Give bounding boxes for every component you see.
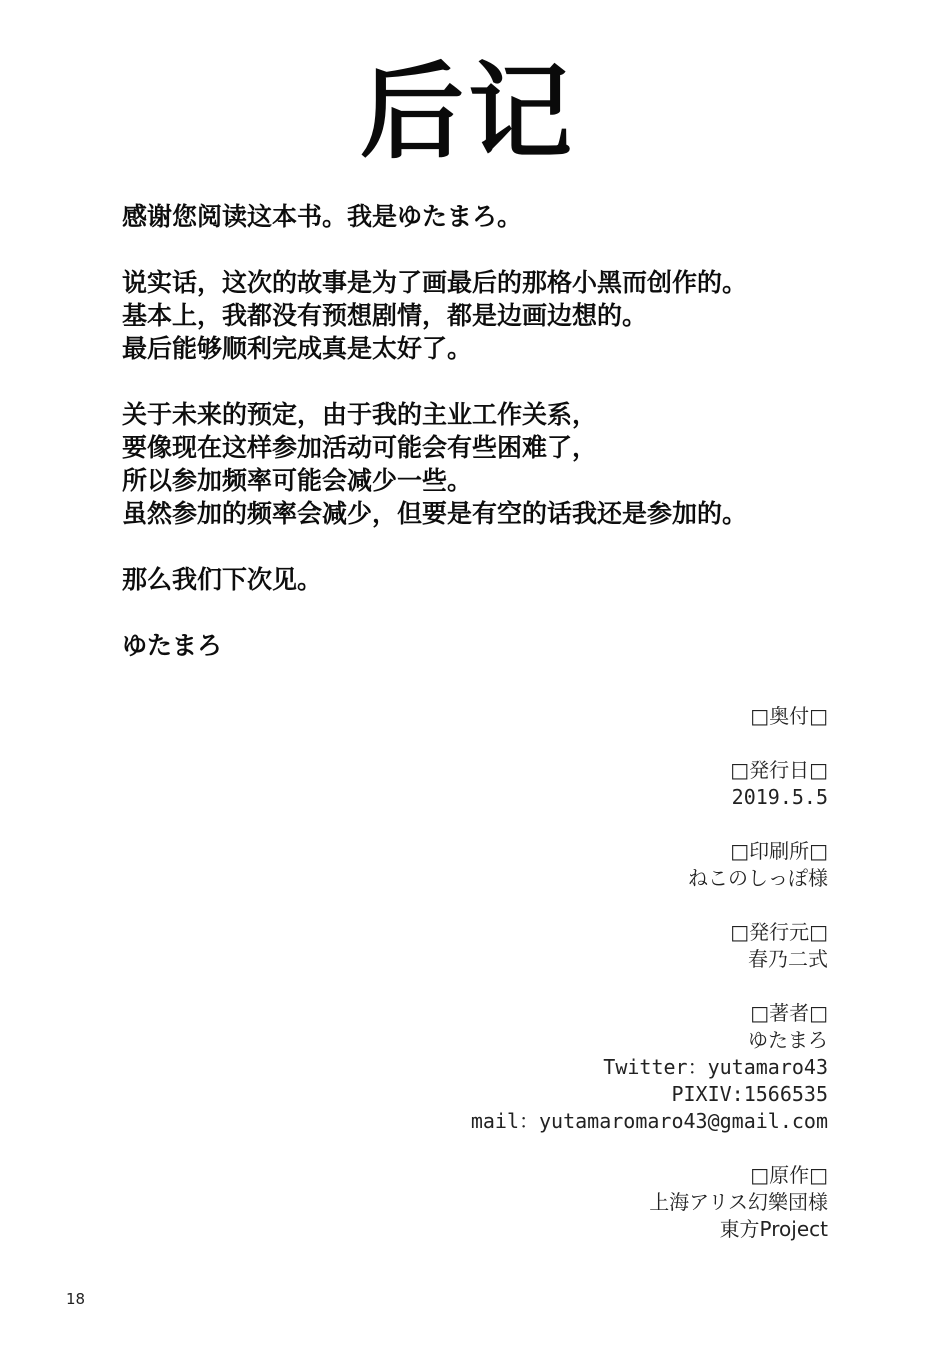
original-work: 東方Project <box>719 1217 828 1241</box>
mail-address: mail：yutamaromaro43@gmail.com <box>470 1109 828 1133</box>
text-line: 所以参加频率可能会减少一些。 <box>122 466 473 495</box>
twitter-handle: Twitter：yutamaro43 <box>603 1055 828 1079</box>
colophon-author <box>408 1000 828 1135</box>
colophon-publisher <box>408 919 828 973</box>
colophon-title: □奥付□ <box>750 704 828 728</box>
text-line: 要像现在这样参加活动可能会有些困难了， <box>122 433 598 462</box>
issue-date-value: 2019.5.5 <box>731 785 828 809</box>
publisher-value: 春乃二式 <box>748 947 828 971</box>
colophon-original <box>408 1162 828 1243</box>
publisher-label: □発行元□ <box>730 920 828 944</box>
colophon-issue-date <box>408 757 828 811</box>
paragraph-signature <box>122 629 842 662</box>
text-line: 感谢您阅读这本书。我是ゆたまろ。 <box>122 202 523 231</box>
colophon-printer <box>408 838 828 892</box>
paragraph-future <box>122 398 842 530</box>
printer-label: □印刷所□ <box>730 839 828 863</box>
paragraph-greeting <box>122 200 842 233</box>
text-line: 关于未来的预定，由于我的主业工作关系， <box>122 400 598 429</box>
author-label: □著者□ <box>750 1001 828 1025</box>
text-line: 说实话，这次的故事是为了画最后的那格小黑而创作的。 <box>122 268 748 297</box>
original-circle: 上海アリス幻樂団様 <box>649 1190 828 1214</box>
page-title: 后记 <box>359 51 576 173</box>
afterword-body <box>122 200 842 695</box>
text-line: 虽然参加的频率会减少，但要是有空的话我还是参加的。 <box>122 499 748 528</box>
issue-date-label: □発行日□ <box>730 758 828 782</box>
printer-value: ねこのしっぽ様 <box>688 866 828 890</box>
paragraph-farewell <box>122 563 842 596</box>
original-label: □原作□ <box>750 1163 828 1187</box>
text-line: 那么我们下次见。 <box>122 565 323 594</box>
signature: ゆたまろ <box>122 631 223 660</box>
author-value: ゆたまろ <box>748 1028 828 1052</box>
text-line: 基本上，我都没有预想剧情，都是边画边想的。 <box>122 301 648 330</box>
colophon <box>408 703 828 1243</box>
colophon-header <box>408 703 828 730</box>
pixiv-id: PIXIV:1566535 <box>671 1082 828 1106</box>
page-number: 18 <box>66 1290 86 1308</box>
text-line: 最后能够顺利完成真是太好了。 <box>122 334 473 363</box>
paragraph-story <box>122 266 842 365</box>
